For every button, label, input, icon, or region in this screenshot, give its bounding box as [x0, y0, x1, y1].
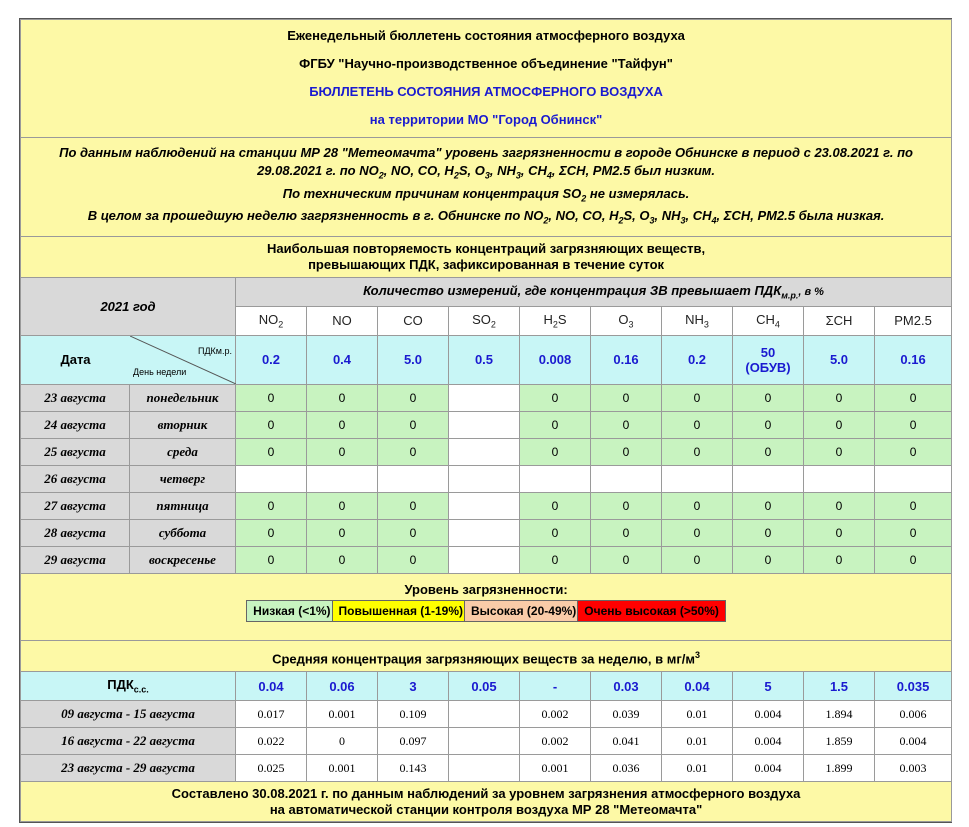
count-cell: 0	[520, 519, 591, 546]
row-date: 29 августа	[21, 546, 130, 573]
pdk-mr-value: 0.16	[875, 335, 952, 384]
count-cell: 0	[307, 438, 378, 465]
count-cell: 0	[662, 384, 733, 411]
count-cell	[875, 465, 952, 492]
row-date: 24 августа	[21, 411, 130, 438]
count-cell	[449, 492, 520, 519]
count-cell: 0	[662, 492, 733, 519]
row-date: 25 августа	[21, 438, 130, 465]
legend-items	[21, 600, 951, 622]
row-date: 27 августа	[21, 492, 130, 519]
row-period: 23 августа - 29 августа	[21, 755, 236, 782]
count-cell: 0	[804, 492, 875, 519]
count-cell	[236, 465, 307, 492]
pdk-mr-value: 5.0	[378, 335, 449, 384]
avg-cell: 0.022	[236, 728, 307, 755]
count-cell: 0	[875, 492, 952, 519]
count-cell: 0	[378, 492, 449, 519]
pdk-ss-value: 0.05	[449, 672, 520, 701]
pdk-ss-value: 0.06	[307, 672, 378, 701]
pollutant-header: $SO_2$	[449, 306, 520, 335]
avg-cell: 0.041	[591, 728, 662, 755]
pdk-ss-label: $ПДК_{с.с.}$	[21, 672, 236, 701]
avg-cell: 0	[307, 728, 378, 755]
avg-cell: 0.004	[733, 701, 804, 728]
pollutant-header: $NH_3$	[662, 306, 733, 335]
row-date: 23 августа	[21, 384, 130, 411]
count-cell: 0	[591, 438, 662, 465]
count-cell: 0	[804, 546, 875, 573]
count-cell: 0	[520, 411, 591, 438]
pdk-mr-value: 50 (ОБУВ)	[733, 335, 804, 384]
pdk-ss-value: 0.04	[236, 672, 307, 701]
row-period: 16 августа - 22 августа	[21, 728, 236, 755]
count-cell: 0	[733, 438, 804, 465]
count-cell: 0	[875, 384, 952, 411]
footer-line1: Составлено 30.08.2021 г. по данным наблюдений за уровнем загрязнения атмосферного воздуха	[171, 786, 801, 802]
pollutant-header: NO	[307, 306, 378, 335]
avg-cell: 0.002	[520, 701, 591, 728]
count-cell: 0	[662, 519, 733, 546]
count-cell: 0	[875, 411, 952, 438]
count-cell	[449, 546, 520, 573]
pdk-mr-value: 0.4	[307, 335, 378, 384]
pdk-ss-value: 1.5	[804, 672, 875, 701]
header-line2: ФГБУ "Научно-производственное объединение "Тайфун"	[299, 56, 673, 71]
year-label: 2021 год	[21, 277, 236, 335]
pdk-ss-value: 5	[733, 672, 804, 701]
count-cell: 0	[520, 546, 591, 573]
count-cell: 0	[236, 519, 307, 546]
count-cell: 0	[662, 546, 733, 573]
count-cell: 0	[662, 438, 733, 465]
count-cell: 0	[520, 492, 591, 519]
daily-row	[21, 492, 952, 519]
count-cell	[378, 465, 449, 492]
count-cell: 0	[733, 384, 804, 411]
weekday-label: День недели	[133, 366, 187, 377]
header-line3: БЮЛЛЕТЕНЬ СОСТОЯНИЯ АТМОСФЕРНОГО ВОЗДУХА	[309, 84, 663, 99]
pollutant-header: ΣCH	[804, 306, 875, 335]
count-cell: 0	[307, 384, 378, 411]
row-date: 26 августа	[21, 465, 130, 492]
header-line1: Еженедельный бюллетень состояния атмосферного воздуха	[287, 28, 685, 43]
avg-cell: 0.004	[733, 755, 804, 782]
count-header: Количество измерений, где концентрация ЗВ превышает $ПДК_{м.р.}$, в %	[236, 277, 952, 306]
avg-cell	[449, 701, 520, 728]
count-cell: 0	[804, 384, 875, 411]
avg-cell: 1.859	[804, 728, 875, 755]
legend-block	[21, 573, 952, 640]
count-cell: 0	[520, 438, 591, 465]
avg-cell: 0.097	[378, 728, 449, 755]
count-cell: 0	[733, 519, 804, 546]
pdk-mr-value: 5.0	[804, 335, 875, 384]
avg-cell: 0.017	[236, 701, 307, 728]
count-cell: 0	[378, 384, 449, 411]
pollutant-header: CO	[378, 306, 449, 335]
weekly-row	[21, 728, 952, 755]
pollutant-header: $NO_2$	[236, 306, 307, 335]
avg-cell: 0.143	[378, 755, 449, 782]
pdk-mr-value: 0.16	[591, 335, 662, 384]
row-weekday: вторник	[130, 411, 236, 438]
row-weekday: понедельник	[130, 384, 236, 411]
count-cell: 0	[307, 411, 378, 438]
daily-row	[21, 546, 952, 573]
avg-cell: 0.004	[875, 728, 952, 755]
count-cell: 0	[236, 546, 307, 573]
legend-item: Низкая (<1%)	[246, 600, 337, 622]
pdk-ss-value: 0.03	[591, 672, 662, 701]
bulletin	[19, 18, 952, 823]
daily-table-body	[21, 384, 952, 573]
section2-title: Средняя концентрация загрязняющих веществ за неделю, в $мг/м^3$	[21, 640, 952, 671]
count-cell: 0	[875, 519, 952, 546]
row-period: 09 августа - 15 августа	[21, 701, 236, 728]
pdk-row	[21, 335, 952, 384]
pollutant-header: $CH_4$	[733, 306, 804, 335]
daily-row	[21, 411, 952, 438]
avg-cell: 0.109	[378, 701, 449, 728]
legend-item: Очень высокая (>50%)	[577, 600, 726, 622]
pdk-ss-value: 3	[378, 672, 449, 701]
avg-cell	[449, 755, 520, 782]
avg-cell: 0.002	[520, 728, 591, 755]
count-cell: 0	[591, 384, 662, 411]
count-cell	[449, 519, 520, 546]
header-block	[21, 20, 952, 138]
pdk-mr-value: 0.5	[449, 335, 520, 384]
header-line4: на территории МО "Город Обнинск"	[369, 112, 603, 127]
count-cell: 0	[378, 519, 449, 546]
pdk-ss-value: 0.04	[662, 672, 733, 701]
avg-cell: 0.01	[662, 701, 733, 728]
count-cell: 0	[662, 411, 733, 438]
daily-row	[21, 465, 952, 492]
count-cell: 0	[591, 546, 662, 573]
pdk-mr-value: 0.008	[520, 335, 591, 384]
count-cell: 0	[804, 519, 875, 546]
avg-cell: 0.01	[662, 755, 733, 782]
intro-paragraph-3: В целом за прошедшую неделю загрязненность в г. Обнинске по $NO_2$, NO, CO, $H_2S$, $O_3$, $NH_3$, $CH_4$, ΣCH, PM2.5 была низкая.	[87, 208, 885, 226]
avg-cell	[449, 728, 520, 755]
pdk-ss-value: 0.035	[875, 672, 952, 701]
count-cell	[449, 438, 520, 465]
row-weekday: пятница	[130, 492, 236, 519]
count-cell: 0	[236, 384, 307, 411]
date-label: Дата	[60, 351, 91, 367]
count-cell: 0	[378, 546, 449, 573]
count-cell: 0	[236, 438, 307, 465]
weekly-table-body	[21, 701, 952, 782]
pollutant-header: $O_3$	[591, 306, 662, 335]
count-cell: 0	[378, 438, 449, 465]
count-cell	[804, 465, 875, 492]
row-weekday: воскресенье	[130, 546, 236, 573]
footer-line2: на автоматической станции контроля воздуха МР 28 "Метеомачта"	[269, 802, 703, 818]
count-cell: 0	[875, 438, 952, 465]
pollutant-header: PM2.5	[875, 306, 952, 335]
avg-cell: 0.006	[875, 701, 952, 728]
pollutant-header: $H_2S$	[520, 306, 591, 335]
count-cell	[307, 465, 378, 492]
legend-title: Уровень загрязненности:	[404, 581, 568, 597]
count-cell: 0	[307, 546, 378, 573]
intro-paragraph-2: По техническим причинам концентрация $SO_2$ не измерялась.	[282, 185, 690, 204]
daily-row	[21, 438, 952, 465]
avg-cell: 1.899	[804, 755, 875, 782]
footer-block	[21, 782, 952, 822]
avg-cell: 0.001	[307, 755, 378, 782]
count-cell: 0	[236, 411, 307, 438]
pdk-mr-value: 0.2	[662, 335, 733, 384]
avg-cell: 0.003	[875, 755, 952, 782]
row-weekday: среда	[130, 438, 236, 465]
count-cell: 0	[591, 492, 662, 519]
count-cell: 0	[733, 492, 804, 519]
pdk-mr-label: ПДКм.р.	[197, 345, 232, 356]
count-cell: 0	[520, 384, 591, 411]
avg-cell: 1.894	[804, 701, 875, 728]
pdk-ss-value: -	[520, 672, 591, 701]
count-cell: 0	[307, 492, 378, 519]
daily-row	[21, 519, 952, 546]
weekly-row	[21, 755, 952, 782]
count-cell: 0	[236, 492, 307, 519]
count-cell: 0	[804, 438, 875, 465]
count-cell: 0	[733, 411, 804, 438]
avg-cell: 0.036	[591, 755, 662, 782]
count-cell: 0	[804, 411, 875, 438]
count-cell	[591, 465, 662, 492]
avg-cell: 0.025	[236, 755, 307, 782]
row-weekday: суббота	[130, 519, 236, 546]
avg-cell: 0.039	[591, 701, 662, 728]
daily-row	[21, 384, 952, 411]
row-weekday: четверг	[130, 465, 236, 492]
intro-paragraph-1: По данным наблюдений на станции МР 28 "Метеомачта" уровень загрязненности в городе Обнинске в период с 23.08.2021 г. по 29.08.2021 г. по $NO_2$, NO, CO, $H_2S$, $O_3$, $NH_3$, $CH_4$, ΣCH, PM2.5 был низким.	[59, 145, 913, 181]
avg-cell: 0.001	[307, 701, 378, 728]
pdk-mr-value: 0.2	[236, 335, 307, 384]
avg-cell: 0.01	[662, 728, 733, 755]
avg-cell: 0.001	[520, 755, 591, 782]
count-cell: 0	[591, 411, 662, 438]
count-cell	[520, 465, 591, 492]
count-cell	[449, 384, 520, 411]
count-cell: 0	[378, 411, 449, 438]
pdk-ss-row	[21, 672, 952, 701]
legend-item: Повышенная (1-19%)	[332, 600, 470, 622]
avg-cell: 0.004	[733, 728, 804, 755]
section1-title: Наибольшая повторяемость концентраций загрязняющих веществ, превышающих ПДК, зафиксированная в течение суток	[21, 236, 952, 277]
count-cell	[662, 465, 733, 492]
intro-block	[21, 138, 952, 237]
count-cell: 0	[307, 519, 378, 546]
weekly-row	[21, 701, 952, 728]
count-cell: 0	[875, 546, 952, 573]
count-cell	[449, 411, 520, 438]
count-cell	[449, 465, 520, 492]
date-pdk-header	[21, 335, 236, 384]
count-cell: 0	[591, 519, 662, 546]
row-date: 28 августа	[21, 519, 130, 546]
count-cell	[733, 465, 804, 492]
count-cell: 0	[733, 546, 804, 573]
bulletin-table	[20, 19, 952, 822]
legend-item: Высокая (20-49%)	[464, 600, 583, 622]
